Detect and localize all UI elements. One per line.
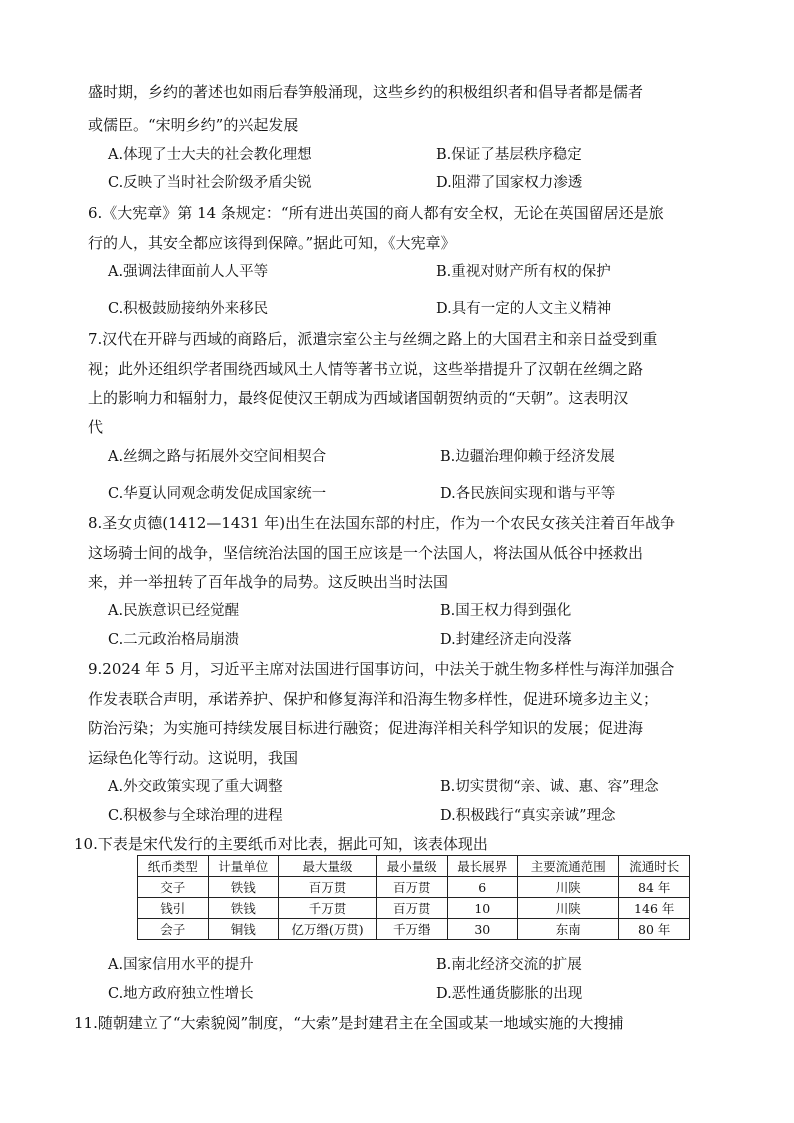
table-cell: 铜钱 <box>208 919 279 940</box>
table-cell: 钱引 <box>138 898 209 919</box>
table-header-cell: 纸币类型 <box>138 856 209 877</box>
q9-stem-line-2: 作发表联合声明，承诺养护、保护和修复海洋和沿海生物多样性，促进环境多边主义； <box>88 690 659 708</box>
q11-stem-line-1: 11.随朝建立了“大索貌阅”制度，“大索”是封建君主在全国或某一地域实施的大搜捕 <box>74 1014 624 1032</box>
q6-option-c: C.积极鼓励接纳外来移民 <box>108 301 269 317</box>
table-cell: 80 年 <box>619 919 690 940</box>
table-header-cell: 最长展界 <box>447 856 518 877</box>
table-cell: 川陕 <box>518 877 619 898</box>
q9-option-a: A.外交政策实现了重大调整 <box>108 779 283 795</box>
table-cell: 千万缗 <box>377 919 448 940</box>
q7-stem-line-2: 视；此外还组织学者围绕西域风土人情等著书立说，这些举措提升了汉朝在丝绸之路 <box>88 360 644 378</box>
q8-option-a: A.民族意识已经觉醒 <box>108 603 240 619</box>
table-cell: 30 <box>447 919 518 940</box>
table-cell: 川陕 <box>518 898 619 919</box>
q7-option-b: B.边疆治理仰赖于经济发展 <box>440 449 615 465</box>
table-cell: 会子 <box>138 919 209 940</box>
q10-option-d: D.恶性通货膨胀的出现 <box>436 986 583 1002</box>
q6-option-d: D.具有一定的人文主义精神 <box>436 301 612 317</box>
table-header-cell: 最大量级 <box>279 856 377 877</box>
table-row <box>138 877 690 898</box>
table-header-cell: 流通时长 <box>619 856 690 877</box>
q9-option-c: C.积极参与全球治理的进程 <box>108 808 283 824</box>
table-cell: 东南 <box>518 919 619 940</box>
q5-option-a: A.体现了士大夫的社会教化理想 <box>108 147 312 163</box>
table-cell: 亿万缗(万贯) <box>279 919 377 940</box>
table-cell: 百万贯 <box>279 877 377 898</box>
q8-option-c: C.二元政治格局崩溃 <box>108 632 240 648</box>
table-cell: 146 年 <box>619 898 690 919</box>
q7-stem-line-4: 代 <box>88 418 104 436</box>
q5-option-c: C.反映了当时社会阶级矛盾尖锐 <box>108 175 312 191</box>
table-row <box>138 898 690 919</box>
q6-option-a: A.强调法律面前人人平等 <box>108 264 269 280</box>
table-cell: 百万贯 <box>377 898 448 919</box>
table-header-cell: 计量单位 <box>208 856 279 877</box>
q7-option-d: D.各民族间实现和谐与平等 <box>440 486 616 502</box>
q7-stem-line-1: 7.汉代在开辟与西域的商路后，派遣宗室公主与丝绸之路上的大国君主和亲日益受到重 <box>88 330 658 348</box>
q9-option-b: B.切实贯彻“亲、诚、惠、容”理念 <box>440 779 659 795</box>
q5-stem-line-1: 盛时期，乡约的著述也如雨后春笋般涌现，这些乡约的积极组织者和倡导者都是儒者 <box>88 83 644 101</box>
q8-option-b: B.国王权力得到强化 <box>440 603 572 619</box>
q10-option-c: C.地方政府独立性增长 <box>108 986 254 1002</box>
q7-stem-line-3: 上的影响力和辐射力，最终促使汉王朝成为西域诸国朝贺纳贡的“天朝”。这表明汉 <box>88 389 629 407</box>
q6-stem-line-2: 行的人，其安全都应该得到保障。”据此可知，《大宪章》 <box>88 234 456 252</box>
table-cell: 交子 <box>138 877 209 898</box>
q9-stem-line-1: 9.2024 年 5 月，习近平主席对法国进行国事访问，中法关于就生物多样性与海洋加强合 <box>88 660 675 678</box>
q10-stem-line-1: 10.下表是宋代发行的主要纸币对比表，据此可知，该表体现出 <box>74 835 488 853</box>
q5-stem-line-2: 或儒臣。“宋明乡约”的兴起发展 <box>88 116 299 134</box>
q6-stem-line-1: 6.《大宪章》第 14 条规定：“所有进出英国的商人都有安全权，无论在英国留居还是旅 <box>88 204 664 222</box>
table-cell: 铁钱 <box>208 877 279 898</box>
paper-currency-table <box>137 855 690 940</box>
q9-stem-line-3: 防治污染；为实施可持续发展目标进行融资；促进海洋相关科学知识的发展；促进海 <box>88 719 644 737</box>
q8-option-d: D.封建经济走向没落 <box>440 632 572 648</box>
q5-option-d: D.阻滞了国家权力渗透 <box>436 175 583 191</box>
q7-option-a: A.丝绸之路与拓展外交空间相契合 <box>108 449 327 465</box>
table-cell: 千万贯 <box>279 898 377 919</box>
table-header-cell: 最小量级 <box>377 856 448 877</box>
q8-stem-line-2: 这场骑士间的战争，坚信统治法国的国王应该是一个法国人，将法国从低谷中拯救出 <box>88 544 644 562</box>
q8-stem-line-3: 来，并一举扭转了百年战争的局势。这反映出当时法国 <box>88 573 449 591</box>
q10-option-b: B.南北经济交流的扩展 <box>436 957 582 973</box>
table-cell: 10 <box>447 898 518 919</box>
q10-option-a: A.国家信用水平的提升 <box>108 957 254 973</box>
q6-option-b: B.重视对财产所有权的保护 <box>436 264 611 280</box>
table-cell: 铁钱 <box>208 898 279 919</box>
table-cell: 84 年 <box>619 877 690 898</box>
q7-option-c: C.华夏认同观念萌发促成国家统一 <box>108 486 327 502</box>
table-cell: 6 <box>447 877 518 898</box>
q9-option-d: D.积极践行“真实亲诚”理念 <box>440 808 616 824</box>
table-header-cell: 主要流通范围 <box>518 856 619 877</box>
q8-stem-line-1: 8.圣女贞德(1412—1431 年)出生在法国东部的村庄，作为一个农民女孩关注着百年战争 <box>88 514 676 532</box>
q9-stem-line-4: 运绿色化等行动。这说明，我国 <box>88 749 299 767</box>
table-cell: 百万贯 <box>377 877 448 898</box>
q5-option-b: B.保证了基层秩序稳定 <box>436 147 582 163</box>
table-row <box>138 919 690 940</box>
table-header-row <box>138 856 690 877</box>
